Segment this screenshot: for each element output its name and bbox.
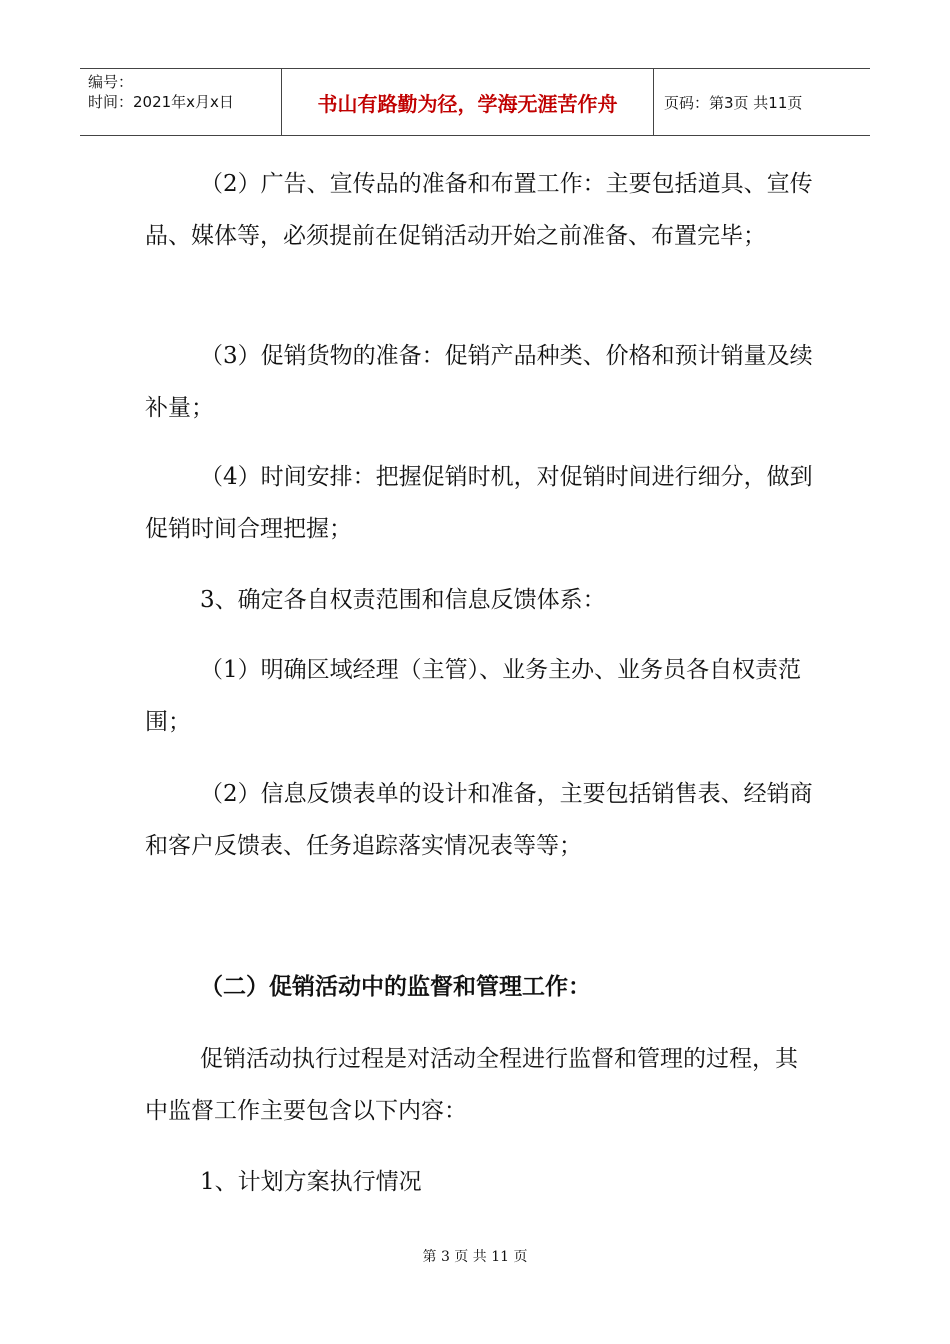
paragraph-feedback: （2）信息反馈表单的设计和准备，主要包括销售表、经销商和客户反馈表、任务追踪落实情况表等等；	[145, 781, 813, 859]
paragraph-responsibility: 3、确定各自权责范围和信息反馈体系：	[200, 587, 606, 613]
time-label: 时间：2021年x月x日	[88, 93, 234, 111]
header-meta	[80, 69, 282, 135]
paragraph-advertising: （2）广告、宣传品的准备和布置工作：主要包括道具、宣传品、媒体等，必须提前在促销活动开始之前准备、布置完毕；	[145, 171, 813, 249]
paragraph-plan-execution: 1、计划方案执行情况	[200, 1169, 422, 1195]
header-motto: 书山有路勤为径，学海无涯苦作舟	[282, 69, 654, 135]
paragraph-goods: （3）促销货物的准备：促销产品种类、价格和预计销量及续补量；	[145, 343, 813, 421]
section-heading: （二）促销活动中的监督和管理工作：	[200, 973, 591, 1000]
paragraph-supervision: 促销活动执行过程是对活动全程进行监督和管理的过程，其中监督工作主要包含以下内容：	[145, 1046, 798, 1124]
header-page-info: 页码：第3页 共11页	[664, 93, 803, 112]
paragraph-roles: （1）明确区域经理（主管）、业务主办、业务员各自权责范围；	[145, 657, 802, 735]
page-footer: 第 3 页 共 11 页	[422, 1249, 528, 1265]
paragraph-schedule: （4）时间安排：把握促销时机，对促销时间进行细分，做到促销时间合理把握；	[145, 464, 813, 542]
number-label: 编号：	[88, 73, 134, 91]
page-header	[80, 68, 870, 136]
